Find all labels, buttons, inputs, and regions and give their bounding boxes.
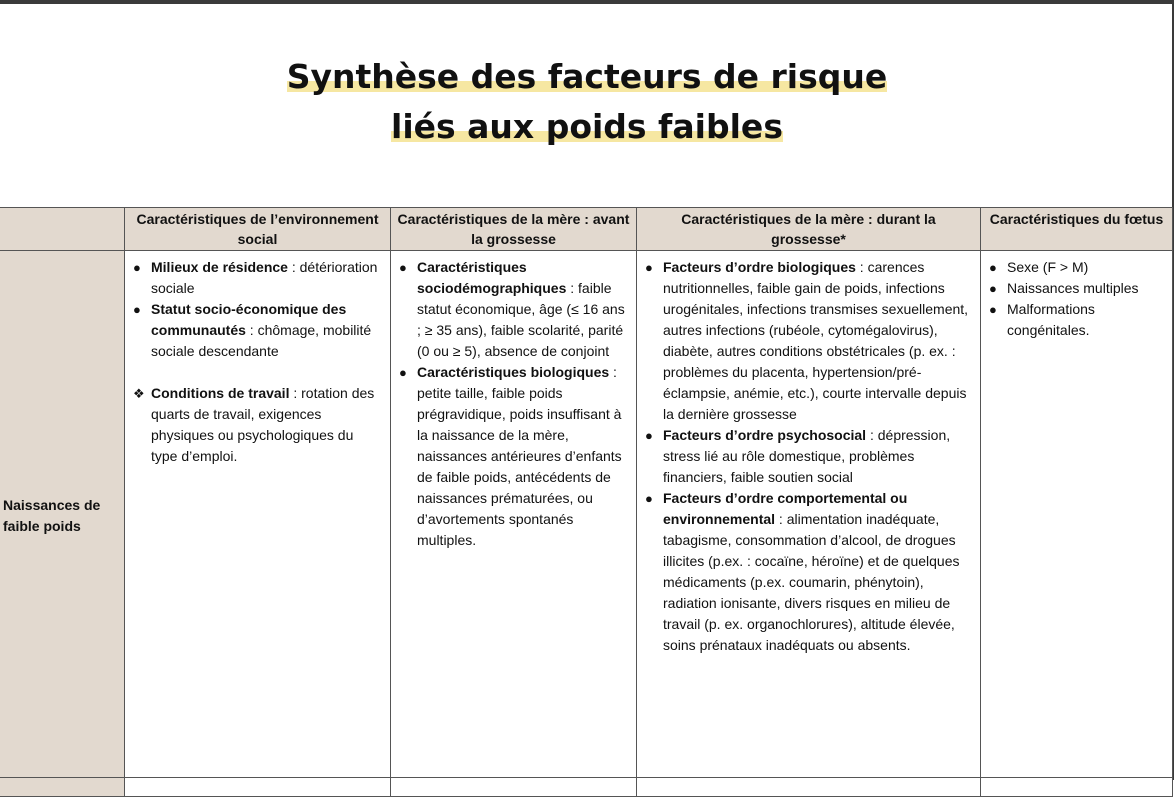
list-item: ● Sexe (F > M) (989, 257, 1164, 278)
bullet-icon: ● (645, 260, 653, 275)
bullet-icon: ● (399, 365, 407, 380)
cell-mother-during-pregnancy (637, 251, 981, 778)
header-social-environment: Caractéristiques de l’environnement social (125, 208, 391, 251)
bullet-icon: ● (989, 302, 997, 317)
list-item: ● Statut socio-économique des communautés : chômage, mobilité sociale descendante (133, 301, 372, 359)
list-item: ● Facteurs d’ordre biologiques : carences nutritionnelles, faible gain de poids, infections urogénitales, infections transmises sexuellement, autres infections (rubéole, cytomégalovirus), diabète, autres conditions obstétricales (p. ex. : problèmes du placenta, hypertension/pré-éclampsie, anémie, etc.), courte intervalle depuis la dernière grossesse (645, 259, 969, 422)
header-fetus: Caractéristiques du fœtus (981, 208, 1173, 251)
bullet-icon: ● (645, 491, 653, 506)
cell-continued (637, 778, 981, 797)
cell-social-environment (125, 251, 391, 778)
title-line-2-text: liés aux poids faibles (391, 107, 783, 146)
bullet-icon: ● (989, 281, 997, 296)
header-mother-before-pregnancy: Caractéristiques de la mère : avant la grossesse (391, 208, 637, 251)
diamond-bullet-icon: ❖ (133, 386, 145, 401)
title-line-1-text: Synthèse des facteurs de risque (286, 57, 888, 96)
list-item: ● Malformations congénitales. (989, 301, 1095, 338)
title-line-2 (391, 102, 783, 152)
risk-factor-table (0, 207, 1173, 797)
list-item: ● Caractéristiques sociodémographiques : faible statut économique, âge (≤ 16 ans ; ≥ 35 ans), faible scolarité, parité (0 ou ≥ 5), absence de conjoint (399, 259, 625, 359)
table-row-continued (0, 778, 1173, 797)
row-label-continued (0, 778, 125, 797)
cell-continued (125, 778, 391, 797)
list-item: ● Caractéristiques biologiques : petite taille, faible poids prégravidique, poids insuffisant à la naissance de la mère, naissances antérieures d’enfants de faible poids, antécédents de naissances prématurées, ou d’avortements spontanés multiples. (399, 364, 622, 548)
list-item: ● Facteurs d’ordre psychosocial : dépression, stress lié au rôle domestique, problèmes financiers, faible soutien social (645, 427, 951, 485)
cell-continued (981, 778, 1173, 797)
document-title (0, 52, 1174, 152)
cell-mother-before-pregnancy (391, 251, 637, 778)
cell-fetus (981, 251, 1173, 778)
table-header-row (0, 208, 1173, 251)
list-item: ● Facteurs d’ordre comportemental ou environnemental : alimentation inadéquate, tabagisme, consommation d’alcool, de drogues illicites (p.ex. : cocaïne, héroïne) et de quelques médicaments (p.ex. coumarin, phénytoin), radiation ionisante, divers risques en milieu de travail (p. ex. organochlorures), altitude élevée, soins prénataux inadéquats ou absents. (645, 490, 960, 653)
list-item: ● Naissances multiples (989, 278, 1164, 299)
header-mother-during-pregnancy: Caractéristiques de la mère : durant la grossesse* (637, 208, 981, 251)
bullet-icon: ● (399, 260, 407, 275)
bullet-icon: ● (133, 260, 141, 275)
row-label: Naissances de faible poids (0, 251, 125, 778)
bullet-icon: ● (645, 428, 653, 443)
bullet-icon: ● (133, 302, 141, 317)
title-line-1 (287, 52, 888, 102)
top-border (0, 0, 1174, 4)
table-row (0, 251, 1173, 778)
list-item: ❖ Conditions de travail : rotation des quarts de travail, exigences physiques ou psychologiques du type d’emploi. (133, 385, 375, 464)
bullet-icon: ● (989, 260, 997, 275)
cell-continued (391, 778, 637, 797)
header-empty (0, 208, 125, 251)
list-item: ● Milieux de résidence : détérioration sociale (133, 259, 378, 296)
